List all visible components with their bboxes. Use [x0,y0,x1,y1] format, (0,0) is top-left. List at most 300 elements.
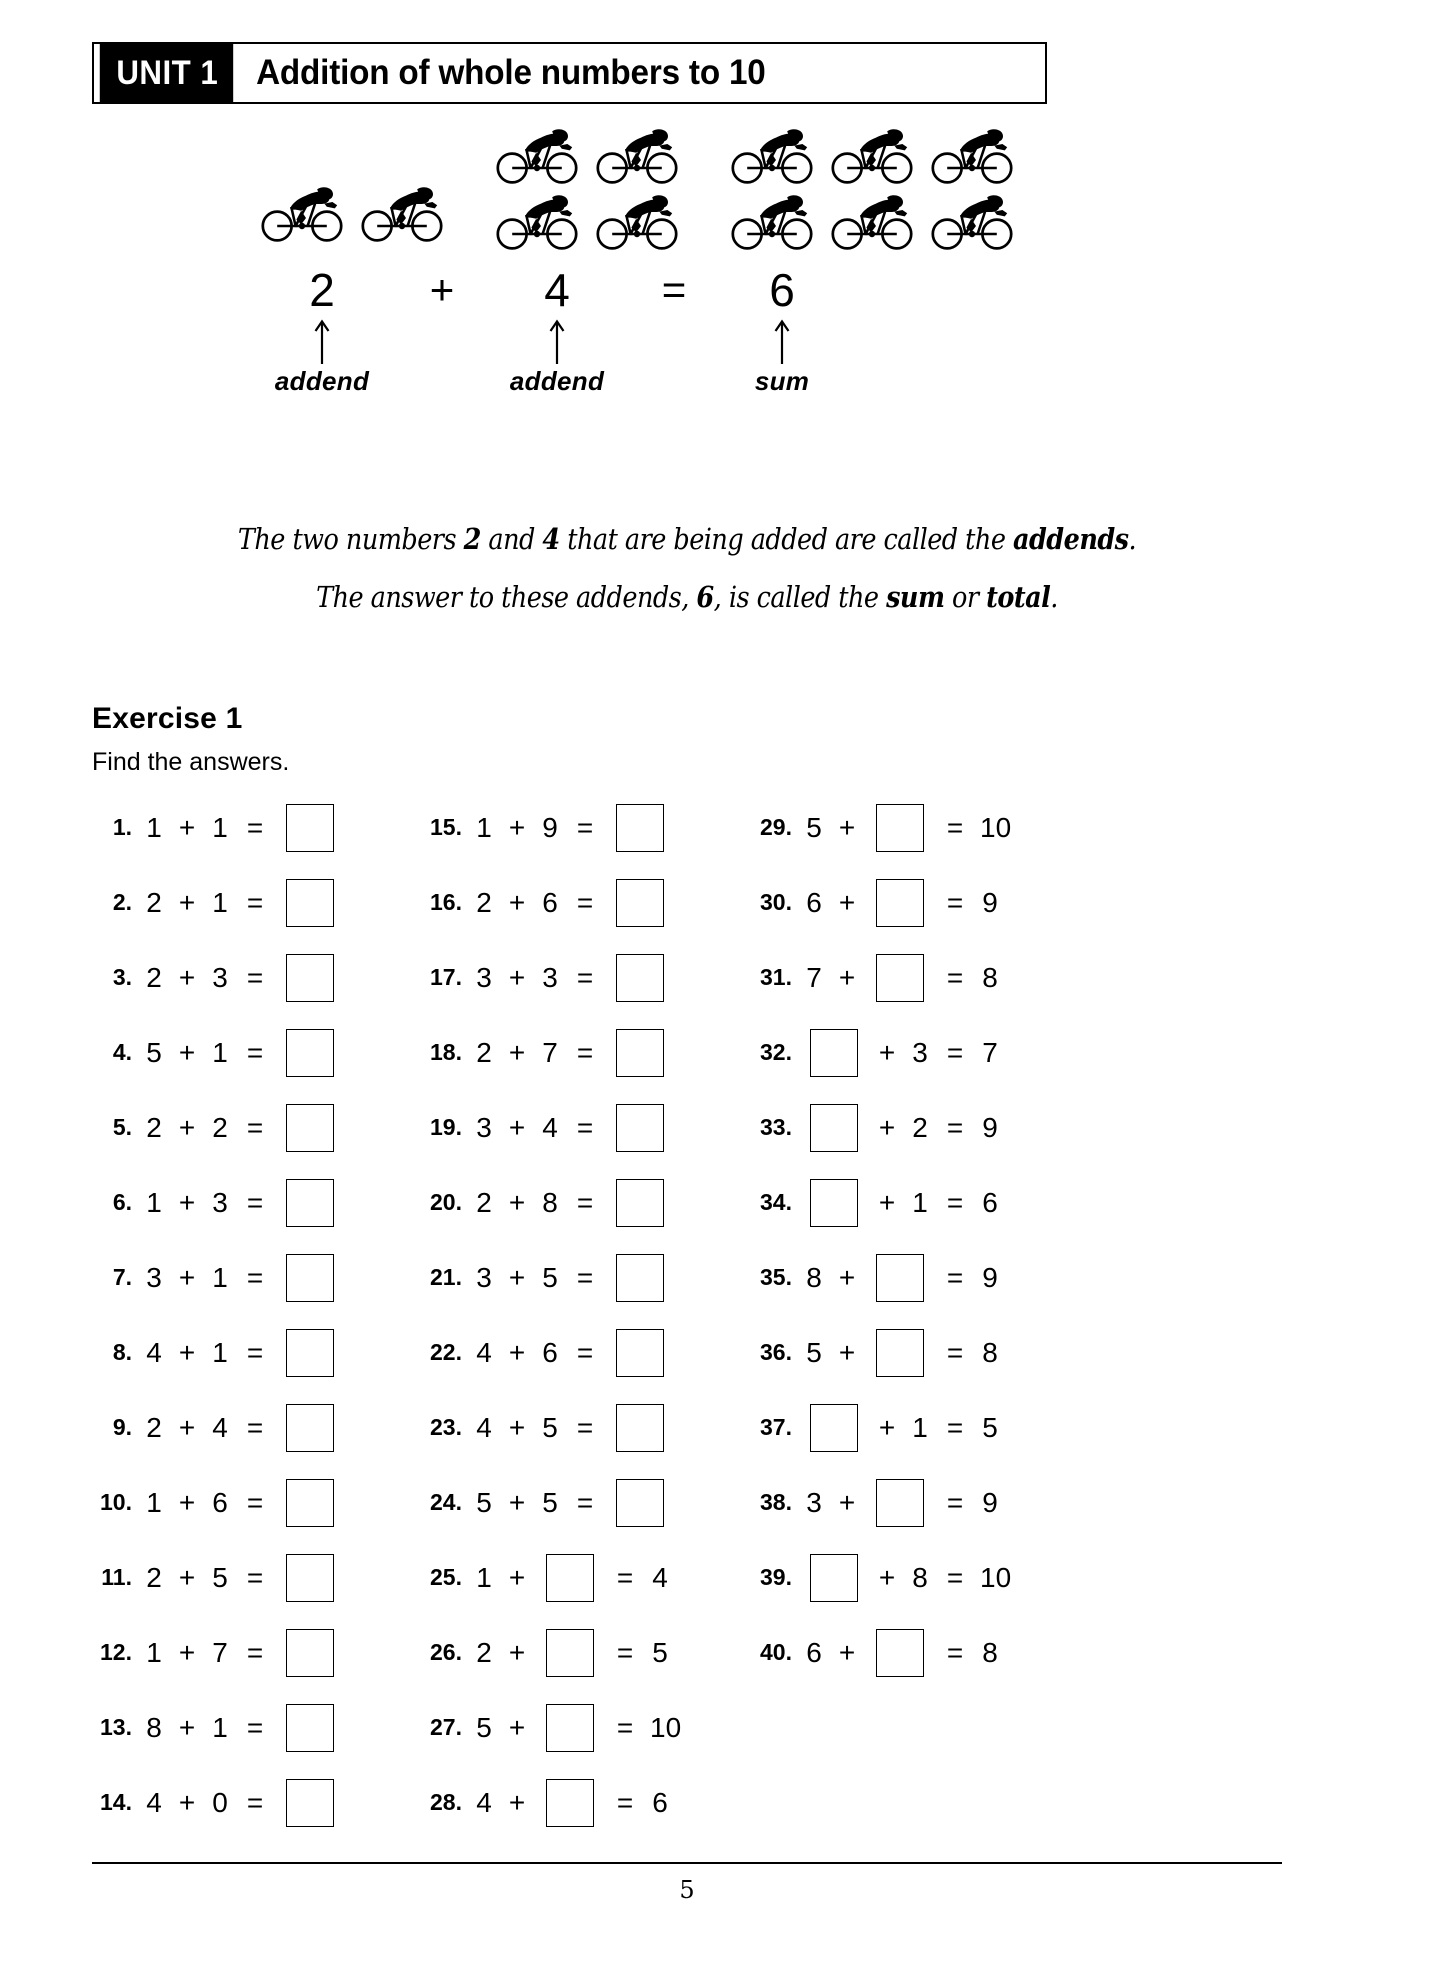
plus-sign: + [508,1336,526,1368]
spacer [930,1637,940,1669]
equals-sign: = [946,1336,964,1368]
spacer [900,1037,910,1069]
number-token: 9 [982,1261,998,1293]
answer-box[interactable] [286,1404,334,1452]
equals-sign: = [946,811,964,843]
problem-number: 16. [430,889,462,915]
problem-number: 1. [112,814,132,840]
plus-sign: + [508,1111,526,1143]
answer-box[interactable] [286,1704,334,1752]
answer-box[interactable] [810,1179,858,1227]
problem-number: 9. [112,1414,132,1440]
spacer [494,1412,504,1444]
problem-number: 40. [760,1639,792,1665]
number-token: 3 [912,1036,928,1068]
answer-box[interactable] [810,1404,858,1452]
plus-sign: + [838,1261,856,1293]
equals-sign: = [246,1111,264,1143]
number-token: 3 [476,1111,492,1143]
problem-number: 8. [112,1339,132,1365]
number-token: 5 [476,1711,492,1743]
problem-number: 29. [760,814,792,840]
equals-sign: = [576,1186,594,1218]
spacer [600,1562,610,1594]
problem-number: 30. [760,889,792,915]
problem-row [752,1540,1011,1615]
spacer [864,1112,874,1144]
answer-box[interactable] [286,1329,334,1377]
plus-sign: + [838,961,856,993]
spacer [600,1712,610,1744]
spacer [600,812,610,844]
answer-box[interactable] [546,1629,594,1677]
number-token: 2 [476,1186,492,1218]
plus-sign: + [508,1636,526,1668]
bicycle-icon [593,126,681,186]
sum-annotation [702,318,862,397]
equals-sign: = [576,961,594,993]
answer-box[interactable] [546,1704,594,1752]
problem-number: 10. [100,1489,132,1515]
plus-sign: + [178,1411,196,1443]
spacer [494,1187,504,1219]
spacer [270,1112,280,1144]
equals-sign: = [946,1636,964,1668]
problem-row [422,1765,681,1840]
equation-plus-sign: + [429,266,455,313]
problem-number: 33. [760,1114,792,1140]
number-token: 5 [806,1336,822,1368]
plus-sign: + [178,1036,196,1068]
problem-number: 6. [112,1189,132,1215]
definition-line-1 [163,522,1210,556]
spacer [164,812,174,844]
number-token: 9 [982,1486,998,1518]
answer-box[interactable] [286,1254,334,1302]
spacer [930,887,940,919]
spacer [600,1787,610,1819]
spacer [494,1487,504,1519]
prose2-part-e: or [944,580,987,614]
number-token: 6 [652,1786,668,1818]
spacer [860,962,870,994]
spacer [560,1187,570,1219]
spacer [230,812,240,844]
number-token: 3 [476,1261,492,1293]
plus-sign: + [508,1261,526,1293]
spacer [200,962,210,994]
answer-box[interactable] [546,1779,594,1827]
spacer [230,1562,240,1594]
equals-sign: = [616,1711,634,1743]
spacer [530,1787,540,1819]
answer-box[interactable] [286,1554,334,1602]
problem-number: 37. [760,1414,792,1440]
problem-row [752,1615,1011,1690]
plus-sign: + [508,1036,526,1068]
spacer [970,1412,980,1444]
answer-box[interactable] [286,1029,334,1077]
spacer [560,887,570,919]
answer-box[interactable] [810,1104,858,1152]
spacer [640,1712,650,1744]
spacer [530,1412,540,1444]
spacer [200,1487,210,1519]
equation-row [92,262,1047,318]
spacer [864,1562,874,1594]
answer-box[interactable] [616,954,664,1002]
answer-box[interactable] [616,1179,664,1227]
answer-box[interactable] [876,804,924,852]
plus-sign: + [838,811,856,843]
equals-sign: = [946,1261,964,1293]
spacer [530,1487,540,1519]
spacer [530,1112,540,1144]
problem-row [92,865,340,940]
spacer [230,962,240,994]
spacer [200,1037,210,1069]
number-token: 4 [652,1561,668,1593]
spacer [494,1787,504,1819]
problem-number: 22. [430,1339,462,1365]
equals-sign: = [576,811,594,843]
equals-sign: = [576,1486,594,1518]
spacer [864,1187,874,1219]
spacer [530,1637,540,1669]
spacer [600,1487,610,1519]
answer-box[interactable] [286,954,334,1002]
addend2-label: addend [509,366,605,396]
addend1-label: addend [274,366,370,396]
number-token: 2 [476,1636,492,1668]
problem-number: 17. [430,964,462,990]
page-number: 5 [679,1876,695,1904]
spacer [494,812,504,844]
spacer [200,1787,210,1819]
problem-number: 15. [430,814,462,840]
spacer [494,1712,504,1744]
plus-sign: + [838,1486,856,1518]
spacer [270,1337,280,1369]
plus-sign: + [178,1786,196,1818]
number-token: 1 [212,1711,228,1743]
problem-row [92,1240,340,1315]
number-token: 2 [146,1561,162,1593]
spacer [530,812,540,844]
equation-addend1: 2 [309,264,335,316]
problem-number: 14. [100,1789,132,1815]
problem-row [422,1240,681,1315]
problem-number: 34. [760,1189,792,1215]
spacer [164,1787,174,1819]
spacer [270,962,280,994]
spacer [640,1637,650,1669]
spacer [230,1337,240,1369]
spacer [270,887,280,919]
number-token: 3 [476,961,492,993]
number-token: 2 [476,1036,492,1068]
problem-number: 19. [430,1114,462,1140]
spacer [164,1262,174,1294]
number-token: 7 [542,1036,558,1068]
answer-box[interactable] [616,1479,664,1527]
spacer [600,1337,610,1369]
spacer [530,1712,540,1744]
answer-box[interactable] [876,954,924,1002]
problem-row [422,865,681,940]
spacer [530,887,540,919]
problem-row [422,1015,681,1090]
spacer [230,1487,240,1519]
spacer [824,1637,834,1669]
unit-badge: UNIT 1 [100,44,233,102]
spacer [930,1262,940,1294]
prose1-num-4: 4 [542,522,560,556]
spacer [164,887,174,919]
number-token: 1 [146,811,162,843]
number-token: 2 [146,961,162,993]
problem-row [92,790,340,865]
plus-sign: + [838,886,856,918]
spacer [970,962,980,994]
problem-number: 38. [760,1489,792,1515]
spacer [200,1112,210,1144]
spacer [900,1562,910,1594]
problem-number: 5. [112,1114,132,1140]
problem-number: 36. [760,1339,792,1365]
answer-box[interactable] [286,1179,334,1227]
bike-row [728,120,1016,186]
prose2-num-6: 6 [696,580,714,614]
answer-box[interactable] [876,1329,924,1377]
problem-number: 24. [430,1489,462,1515]
problem-number: 7. [112,1264,132,1290]
plus-sign: + [508,1711,526,1743]
problem-number: 23. [430,1414,462,1440]
problem-number: 27. [430,1714,462,1740]
number-token: 1 [212,1261,228,1293]
problem-number: 11. [101,1564,132,1590]
spacer [970,1262,980,1294]
equals-sign: = [246,961,264,993]
spacer [200,1187,210,1219]
number-token: 0 [212,1786,228,1818]
problem-row [752,865,1011,940]
spacer [970,1487,980,1519]
spacer [824,962,834,994]
bicycle-icon [928,192,1016,252]
number-token: 5 [982,1411,998,1443]
bicycle-icon [728,126,816,186]
answer-box[interactable] [286,804,334,852]
bicycle-icon [828,192,916,252]
number-token: 8 [982,961,998,993]
answer-box[interactable] [810,1029,858,1077]
bicycle-icon [493,126,581,186]
equals-sign: = [246,1336,264,1368]
spacer [230,1637,240,1669]
spacer [970,887,980,919]
spacer [900,1412,910,1444]
plus-sign: + [178,1636,196,1668]
number-token: 4 [476,1786,492,1818]
answer-box[interactable] [616,1029,664,1077]
equals-sign: = [576,886,594,918]
plus-sign: + [178,961,196,993]
spacer [860,1487,870,1519]
number-token: 10 [980,1561,1012,1593]
equals-sign: = [246,1411,264,1443]
equals-sign: = [946,1486,964,1518]
number-token: 7 [212,1636,228,1668]
bicycle-icon [728,192,816,252]
plus-sign: + [508,1561,526,1593]
spacer [970,1112,980,1144]
answer-box[interactable] [616,804,664,852]
up-arrow-icon [313,318,331,364]
up-arrow-icon [773,318,791,364]
plus-sign: + [878,1036,896,1068]
answer-box[interactable] [286,879,334,927]
problem-number: 31. [760,964,792,990]
problem-number: 32. [760,1039,792,1065]
number-token: 4 [476,1336,492,1368]
number-token: 10 [650,1711,682,1743]
spacer [930,1487,940,1519]
number-token: 8 [912,1561,928,1593]
answer-box[interactable] [286,1779,334,1827]
answer-box[interactable] [876,1629,924,1677]
spacer [640,1562,650,1594]
problem-column-3 [752,790,1011,1690]
plus-sign: + [838,1636,856,1668]
plus-sign: + [178,1336,196,1368]
spacer [864,1037,874,1069]
prose1-part-a: The two numbers [237,522,464,556]
problem-row [92,1540,340,1615]
plus-sign: + [508,1186,526,1218]
problem-row [752,1465,1011,1540]
plus-sign: + [838,1336,856,1368]
problem-row [752,1090,1011,1165]
spacer [200,887,210,919]
bike-row [493,186,681,252]
problem-number: 20. [430,1189,462,1215]
spacer [600,1637,610,1669]
spacer [494,1337,504,1369]
spacer [900,1187,910,1219]
spacer [230,1037,240,1069]
answer-box[interactable] [876,879,924,927]
problem-row [422,1165,681,1240]
prose1-part-e: that are being added are called the [559,522,1013,556]
bike-group-left [252,178,452,244]
bicycle-icon [258,184,346,244]
equals-sign: = [616,1786,634,1818]
answer-box[interactable] [286,1104,334,1152]
problem-row [92,1765,340,1840]
bike-row [258,178,446,244]
answer-box[interactable] [286,1629,334,1677]
answer-box[interactable] [810,1554,858,1602]
answer-box[interactable] [616,1329,664,1377]
problem-row [752,790,1011,865]
number-token: 1 [146,1186,162,1218]
spacer [164,1337,174,1369]
spacer [600,1262,610,1294]
definition-line-2 [163,580,1210,614]
prose1-num-2: 2 [463,522,481,556]
answer-box[interactable] [616,1254,664,1302]
equation-equals-sign: = [661,266,687,313]
answer-box[interactable] [546,1554,594,1602]
answer-box[interactable] [876,1479,924,1527]
equals-sign: = [246,1786,264,1818]
problem-number: 21. [430,1264,462,1290]
equals-sign: = [946,1111,964,1143]
equals-sign: = [246,1486,264,1518]
plus-sign: + [878,1186,896,1218]
spacer [200,1712,210,1744]
bike-row [493,120,681,186]
equals-sign: = [246,1711,264,1743]
number-token: 10 [980,811,1012,843]
problem-number: 39. [760,1564,792,1590]
number-token: 1 [212,1336,228,1368]
prose1-term-addends: addends [1012,522,1129,556]
number-token: 1 [146,1636,162,1668]
answer-box[interactable] [616,1104,664,1152]
plus-sign: + [178,1261,196,1293]
number-token: 7 [982,1036,998,1068]
spacer [270,812,280,844]
spacer [230,887,240,919]
equals-sign: = [946,1186,964,1218]
spacer [270,1637,280,1669]
exercise-instruction: Find the answers. [92,748,290,776]
answer-box[interactable] [616,1404,664,1452]
spacer [270,1787,280,1819]
page-title: Addition of whole numbers to 10 [255,53,766,92]
spacer [930,1562,940,1594]
answer-box[interactable] [876,1254,924,1302]
number-token: 5 [146,1036,162,1068]
spacer [494,1112,504,1144]
answer-box[interactable] [616,879,664,927]
problem-row [92,1090,340,1165]
spacer [530,1262,540,1294]
plus-sign: + [178,811,196,843]
problem-row [422,790,681,865]
spacer [530,1337,540,1369]
problem-row [92,1615,340,1690]
spacer [560,1487,570,1519]
addend1-annotation [242,318,402,397]
spacer [970,812,980,844]
problem-row [422,1615,681,1690]
plus-sign: + [178,1561,196,1593]
spacer [200,812,210,844]
number-token: 6 [212,1486,228,1518]
problem-number: 18. [430,1039,462,1065]
number-token: 5 [542,1486,558,1518]
spacer [200,1637,210,1669]
number-token: 4 [542,1111,558,1143]
spacer [600,887,610,919]
answer-box[interactable] [286,1479,334,1527]
exercise-title: Exercise 1 [92,702,243,735]
number-token: 1 [476,811,492,843]
